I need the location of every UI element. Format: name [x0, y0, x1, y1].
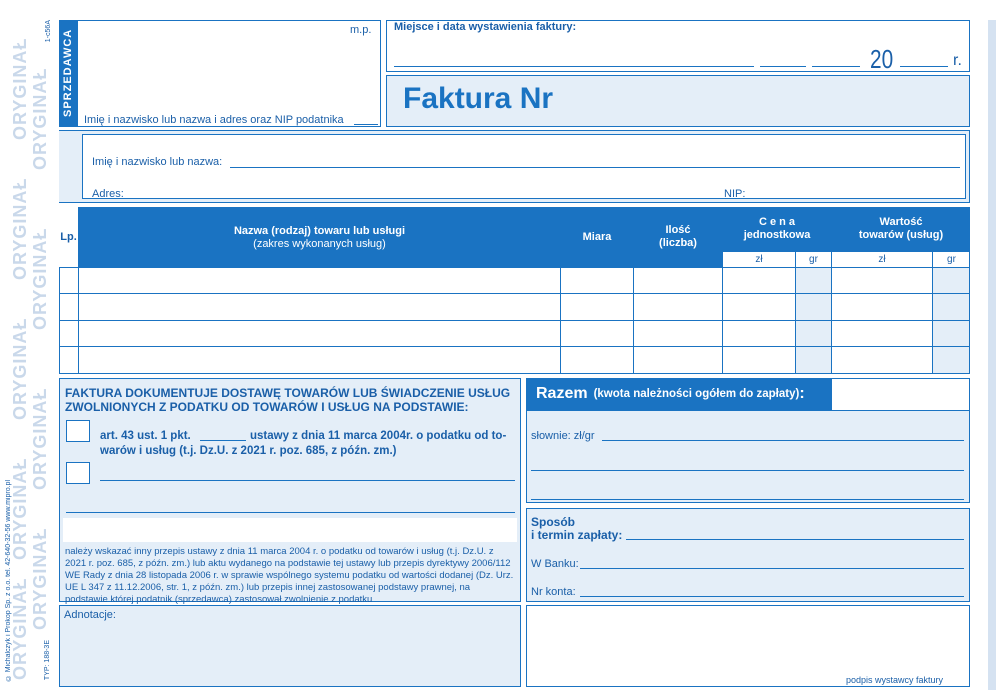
original-watermark-col2-1: ORYGINAŁ — [30, 67, 50, 170]
payment-bank-line[interactable] — [580, 568, 964, 569]
original-watermark-3: ORYGINAŁ — [10, 317, 30, 420]
invoice-title: Faktura Nr — [403, 82, 554, 115]
exemption-title-line2: ZWOLNIONYCH Z PODATKU OD TOWARÓW I USŁUG NA PODSTAWIE: — [65, 400, 469, 414]
table-row[interactable] — [79, 347, 560, 373]
signature-label: podpis wystawcy faktury — [846, 675, 944, 685]
exemption-option1-part1: art. 43 ust. 1 pkt. — [100, 430, 191, 442]
total-subtitle: (kwota należności ogółem do zapłaty) — [593, 388, 800, 400]
subheader-value-gr: gr — [947, 254, 956, 265]
seller-field-line — [354, 124, 378, 125]
col-line-unit — [633, 207, 634, 374]
table-row[interactable] — [79, 321, 560, 346]
original-watermark-2: ORYGINAŁ — [10, 177, 30, 280]
payment-box — [526, 508, 970, 602]
total-amount-field[interactable] — [833, 379, 969, 410]
payment-title-line1: Sposób — [531, 515, 575, 529]
exemption-option1-part2: ustawy z dnia 11 marca 2004r. o podatku od to- — [250, 430, 507, 442]
header-qty-line2: (liczba) — [659, 237, 697, 249]
original-watermark-5: ORYGINAŁ — [10, 577, 30, 680]
total-colon: : — [799, 385, 805, 402]
seller-tab: SPRZEDAWCA — [59, 20, 78, 126]
header-lp — [59, 207, 78, 267]
exemption-option1-checkbox[interactable] — [66, 420, 90, 442]
header-value-line2: towarów (usług) — [858, 229, 944, 241]
exemption-option2-line — [100, 480, 515, 481]
seller-stamp-label: m.p. — [350, 24, 372, 36]
exemption-pkt-line — [200, 440, 246, 441]
header-unit — [561, 207, 633, 267]
table-row[interactable] — [79, 294, 560, 320]
publisher-info: © Michalczyk i Prokop Sp. z o.o. tel. 42-640-32-56 www.mipro.pl — [5, 480, 12, 682]
header-price-line1: C e n a — [758, 216, 796, 228]
total-in-words-label: słownie: zł/gr — [531, 430, 595, 442]
payment-bank-label: W Banku: — [531, 558, 579, 570]
subheader-value-zl: zł — [878, 254, 886, 265]
header-price-line2: jednostkowa — [743, 229, 811, 241]
original-watermark-4: ORYGINAŁ — [10, 457, 30, 560]
subheader-price-gr: gr — [809, 254, 818, 265]
payment-account-line[interactable] — [580, 596, 964, 597]
payment-account-label: Nr konta: — [531, 586, 576, 598]
issue-place-date-label: Miejsce i data wystawienia faktury: — [394, 21, 577, 33]
col-line-qty — [722, 207, 723, 374]
total-in-words-line2 — [531, 470, 964, 471]
notes-label: Adnotacje: — [64, 609, 116, 621]
right-edge-stripe — [988, 20, 996, 690]
notes-box[interactable] — [59, 605, 521, 687]
exemption-note-area[interactable] — [63, 518, 517, 542]
date-year-suffix: r. — [953, 52, 962, 69]
total-header — [526, 378, 832, 410]
total-in-words-line3 — [531, 499, 964, 500]
seller-field-label: Imię i nazwisko lub nazwa i adres oraz NIP podatnika — [84, 114, 344, 126]
date-day-line — [760, 66, 806, 67]
payment-method-line[interactable] — [626, 539, 964, 540]
buyer-nip-label: NIP: — [724, 188, 746, 200]
original-watermark-col2-2: ORYGINAŁ — [30, 227, 50, 330]
date-month-line — [812, 66, 860, 67]
exemption-option2-checkbox[interactable] — [66, 462, 90, 484]
col-line-name — [560, 207, 561, 374]
payment-title-line2: i termin zapłaty: — [531, 528, 623, 542]
buyer-address-label: Adres: — [92, 188, 124, 200]
type-code: TYP: 188-3E — [44, 640, 51, 681]
total-words-area[interactable] — [527, 411, 969, 502]
place-line — [394, 66, 754, 67]
header-name-line2: (zakres wykonanych usług) — [253, 238, 386, 250]
date-year-prefix: 20 — [870, 44, 894, 74]
header-name-line1: Nazwa (rodzaj) towaru lub usługi — [233, 225, 406, 237]
original-watermark-col2-4: ORYGINAŁ — [30, 527, 50, 630]
exemption-option1-line2: warów i usług (t.j. Dz.U. z 2021 r. poz. 685, z późn. zm.) — [100, 445, 397, 457]
original-watermark-1: ORYGINAŁ — [10, 37, 30, 140]
header-qty — [634, 207, 722, 267]
subheader-price-zl: zł — [755, 254, 763, 265]
col-line-value-zl — [932, 251, 933, 374]
total-in-words-line1 — [602, 440, 964, 441]
total-title: Razem — [536, 385, 588, 402]
total-header-bottom — [526, 410, 970, 411]
exemption-note: należy wskazać inny przepis ustawy z dnia 11 marca 2004 r. o podatku od towarów i usług (t.j. Dz.U. z 2021 r. poz. 685, z późn. zm.) lub aktu wydanego na podstawie tej ustawy lub przepis dyrektywy 2006/112 WE Rady z dnia 28 listopada 2006 r. w sprawie wspólnego systemu podatku od wartości dodanej (Dz. Urz. UE L 347 z 11.12.2006, str. 1, z późn. zm.) lub przepis innej zastosowanej podstawy prawnej, na podstawie której podatnik (sprzedawca) zastosował zwolnienie z podatku — [65, 546, 514, 605]
header-value — [832, 207, 970, 251]
buyer-nip-line — [748, 198, 960, 199]
seller-box[interactable] — [59, 20, 381, 127]
header-price — [723, 207, 831, 251]
col-line-price — [831, 207, 832, 374]
header-qty-line1: Ilość — [665, 224, 691, 236]
header-lp-text: Lp. — [59, 207, 78, 267]
buyer-name-line — [230, 167, 960, 168]
buyer-address-line — [130, 198, 720, 199]
col-line-price-zl — [795, 251, 796, 374]
buyer-name-label: Imię i nazwisko lub nazwa: — [92, 156, 223, 168]
original-watermark-col2-3: ORYGINAŁ — [30, 387, 50, 490]
form-code: 1-c56A — [45, 20, 52, 43]
exemption-option2-line2 — [66, 512, 515, 513]
table-row[interactable] — [79, 268, 560, 293]
header-unit-text: Miara — [582, 230, 612, 243]
header-name — [79, 207, 560, 267]
header-value-line1: Wartość — [879, 216, 923, 228]
exemption-title-line1: FAKTURA DOKUMENTUJE DOSTAWĘ TOWARÓW LUB ŚWIADCZENIE USŁUG — [65, 386, 511, 400]
date-year-line — [900, 66, 948, 67]
